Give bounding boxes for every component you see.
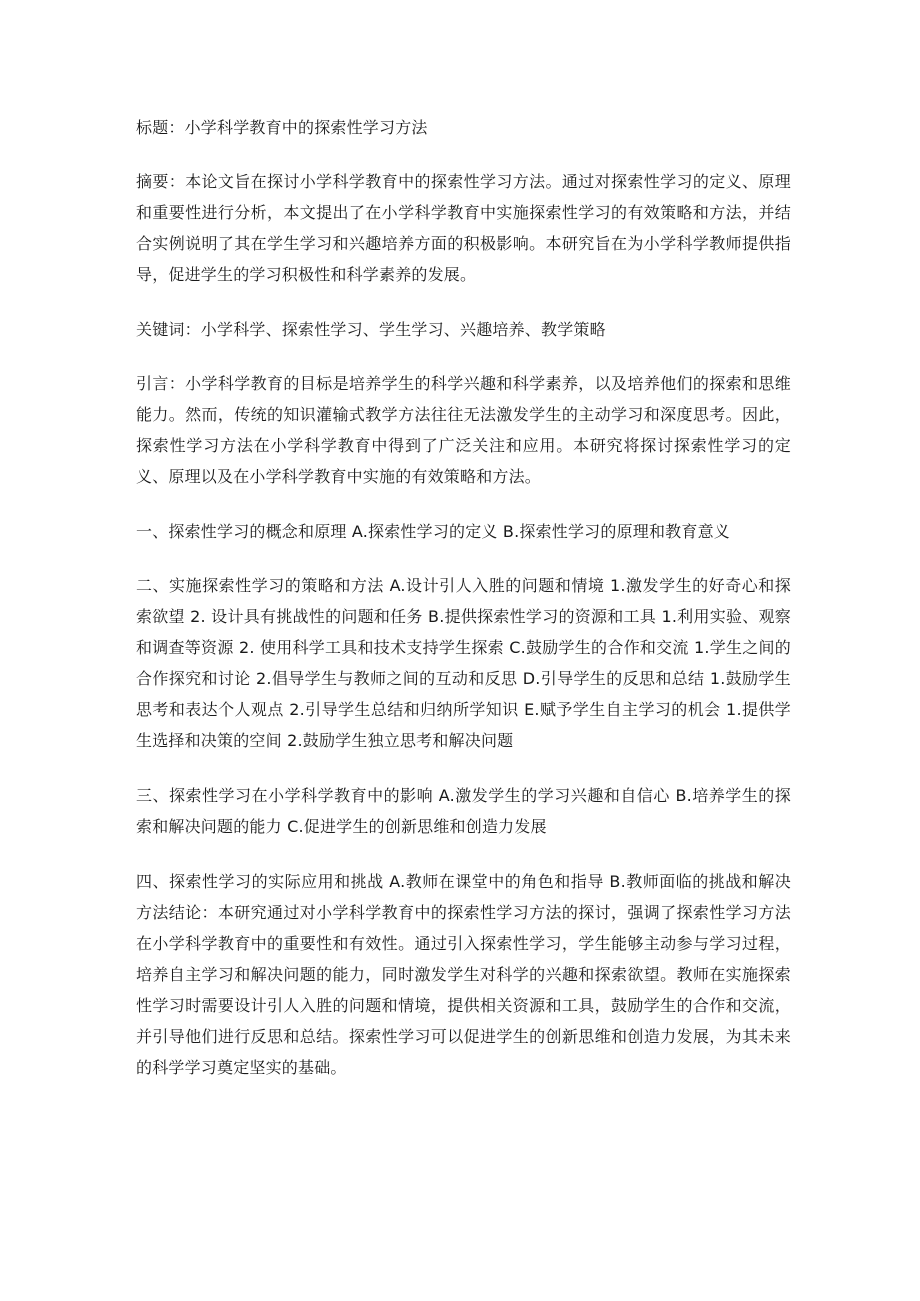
document-body [136, 112, 791, 1107]
keywords-line: 关键词：小学科学、探索性学习、学生学习、兴趣培养、教学策略 [136, 320, 606, 339]
document-title: 标题：小学科学教育中的探索性学习方法 [136, 118, 428, 137]
abstract-paragraph: 摘要：本论文旨在探讨小学科学教育中的探索性学习方法。通过对探索性学习的定义、原理和重要性进行分析，本文提出了在小学科学教育中实施探索性学习的有效策略和方法，并结合实例说明了其在学生学习和兴趣培养方面的积极影响。本研究旨在为小学科学教师提供指导，促进学生的学习积极性和科学素养的发展。 [136, 172, 791, 284]
section-2-paragraph: 二、实施探索性学习的策略和方法 A.设计引人入胜的问题和情境 1.激发学生的好奇心和探索欲望 2. 设计具有挑战性的问题和任务 B.提供探索性学习的资源和工具 1.利用实验、观察和调查等资源 2. 使用科学工具和技术支持学生探索 C.鼓励学生的合作和交流 1.学生之间的合作探究和讨论 2.倡导学生与教师之间的互动和反思 D.引导学生的反思和总结 1.鼓励学生思考和表达个人观点 2.引导学生总结和归纳所学知识 E.赋予学生自主学习的机会 1.提供学生选择和决策的空间 2.鼓励学生独立思考和解决问题 [136, 576, 791, 750]
section-1-paragraph: 一、探索性学习的概念和原理 A.探索性学习的定义 B.探索性学习的原理和教育意义 [136, 522, 730, 541]
section-4-paragraph: 四、探索性学习的实际应用和挑战 A.教师在课堂中的角色和指导 B.教师面临的挑战和解决方法结论：本研究通过对小学科学教育中的探索性学习方法的探讨，强调了探索性学习方法在小学科学教育中的重要性和有效性。通过引入探索性学习，学生能够主动参与学习过程，培养自主学习和解决问题的能力，同时激发学生对科学的兴趣和探索欲望。教师在实施探索性学习时需要设计引人入胜的问题和情境，提供相关资源和工具，鼓励学生的合作和交流，并引导他们进行反思和总结。探索性学习可以促进学生的创新思维和创造力发展，为其未来的科学学习奠定坚实的基础。 [136, 872, 791, 1077]
introduction-paragraph: 引言：小学科学教育的目标是培养学生的科学兴趣和科学素养，以及培养他们的探索和思维能力。然而，传统的知识灌输式教学方法往往无法激发学生的主动学习和深度思考。因此，探索性学习方法在小学科学教育中得到了广泛关注和应用。本研究将探讨探索性学习的定义、原理以及在小学科学教育中实施的有效策略和方法。 [136, 374, 791, 486]
section-3-paragraph: 三、探索性学习在小学科学教育中的影响 A.激发学生的学习兴趣和自信心 B.培养学生的探索和解决问题的能力 C.促进学生的创新思维和创造力发展 [136, 786, 791, 836]
